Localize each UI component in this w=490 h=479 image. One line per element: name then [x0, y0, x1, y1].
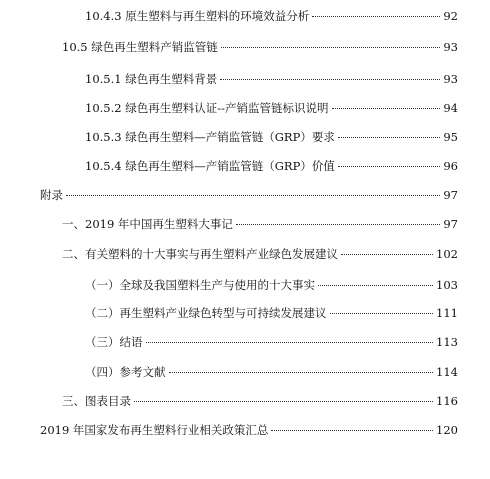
toc-entry-title: 附录: [40, 188, 63, 202]
toc-entry-10-5-3[interactable]: [85, 129, 458, 145]
toc-entry-policy-summary[interactable]: [40, 422, 458, 438]
toc-entry-title: 10.5 绿色再生塑料产销监管链: [62, 40, 218, 54]
toc-entry-title: （二）再生塑料产业绿色转型与可持续发展建议: [85, 306, 327, 320]
toc-page-number: 103: [436, 278, 458, 292]
toc-dot-leader: [338, 137, 441, 138]
toc-page-number: 116: [436, 394, 458, 408]
toc-dot-leader: [220, 79, 440, 80]
toc-dot-leader: [312, 16, 440, 17]
toc-dot-leader: [332, 108, 441, 109]
toc-page-number: 94: [443, 101, 458, 115]
toc-entry-appendix-2-1[interactable]: [85, 277, 458, 293]
toc-page-number: 113: [436, 335, 458, 349]
toc-page-number: 93: [443, 72, 458, 86]
toc-entry-appendix[interactable]: [40, 187, 458, 203]
toc-entry-title: 一、2019 年中国再生塑料大事记: [62, 217, 233, 231]
toc-dot-leader: [221, 47, 441, 48]
toc-entry-appendix-1[interactable]: [62, 216, 458, 232]
toc-dot-leader: [271, 430, 433, 431]
toc-entry-title: 二、有关塑料的十大事实与再生塑料产业绿色发展建议: [62, 247, 338, 261]
toc-entry-title: 10.5.2 绿色再生塑料认证--产销监管链标识说明: [85, 101, 329, 115]
toc-entry-10-4-3[interactable]: [85, 8, 458, 24]
toc-page-number: 96: [443, 159, 458, 173]
toc-entry-10-5-4[interactable]: [85, 158, 458, 174]
toc-entry-title: 10.4.3 原生塑料与再生塑料的环境效益分析: [85, 9, 310, 23]
toc-entry-appendix-2-3[interactable]: [85, 334, 458, 350]
toc-entry-title: 2019 年国家发布再生塑料行业相关政策汇总: [40, 423, 269, 437]
toc-entry-title: （三）结语: [85, 335, 143, 349]
toc-entry-title: 三、图表目录: [62, 394, 131, 408]
toc-dot-leader: [146, 342, 434, 343]
toc-page-number: 95: [443, 130, 458, 144]
toc-entry-10-5[interactable]: [62, 39, 458, 55]
toc-entry-10-5-1[interactable]: [85, 71, 458, 87]
toc-dot-leader: [318, 285, 433, 286]
toc-entry-title: 10.5.1 绿色再生塑料背景: [85, 72, 218, 86]
toc-dot-leader: [134, 401, 433, 402]
toc-page-number: 92: [443, 9, 458, 23]
toc-dot-leader: [330, 313, 434, 314]
toc-page-number: 97: [443, 188, 458, 202]
toc-entry-appendix-2[interactable]: [62, 246, 458, 262]
toc-entry-title: 10.5.4 绿色再生塑料—产销监管链（GRP）价值: [85, 159, 335, 173]
toc-dot-leader: [341, 254, 433, 255]
toc-page-number: 114: [436, 365, 458, 379]
toc-entry-title: （四）参考文献: [85, 365, 166, 379]
toc-page-number: 102: [436, 247, 458, 261]
toc-entry-10-5-2[interactable]: [85, 100, 458, 116]
toc-entry-appendix-3[interactable]: [62, 393, 458, 409]
toc-entry-appendix-2-2[interactable]: [85, 305, 458, 321]
toc-dot-leader: [66, 195, 440, 196]
toc-entry-title: （一）全球及我国塑料生产与使用的十大事实: [85, 278, 315, 292]
toc-entry-appendix-2-4[interactable]: [85, 364, 458, 380]
toc-page-number: 97: [443, 217, 458, 231]
toc-page-number: 93: [443, 40, 458, 54]
toc-dot-leader: [169, 372, 434, 373]
toc-entry-title: 10.5.3 绿色再生塑料—产销监管链（GRP）要求: [85, 130, 335, 144]
toc-page-number: 111: [436, 306, 458, 320]
toc-dot-leader: [236, 224, 440, 225]
toc-page-number: 120: [436, 423, 458, 437]
toc-dot-leader: [338, 166, 441, 167]
